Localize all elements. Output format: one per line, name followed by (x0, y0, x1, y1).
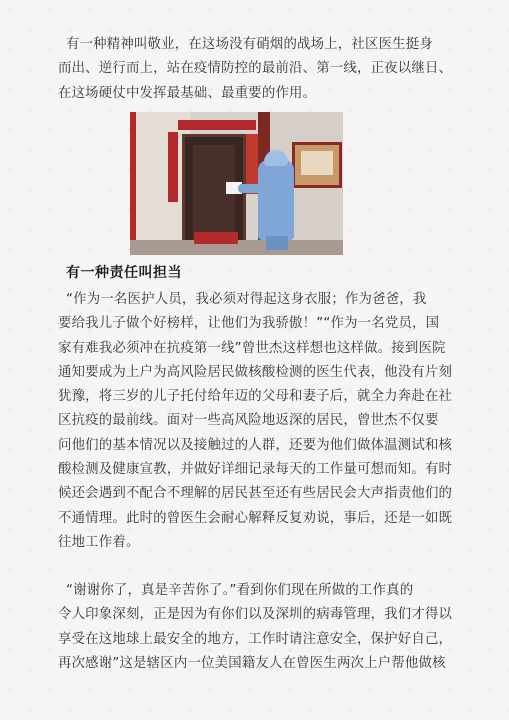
photo-wall-left (130, 112, 190, 255)
text-line: 区抗疫的最前线。面对一些高风险地返深的居民，曾世杰不仅要 (58, 413, 439, 429)
text-line: 而出、逆行而上，站在疫情防控的最前沿、第一线，正夜以继日、 (58, 61, 453, 77)
photo-wall-panel (292, 142, 342, 188)
text-line: 候还会遇到不配合不理解的居民甚至还有些居民会大声指责他们的 (58, 486, 453, 502)
photo-red-strip (130, 112, 136, 255)
text-line: 令人印象深刻，正是因为有你们以及深圳的病毒管理，我们才得以 (58, 607, 453, 623)
paragraph-dedication (58, 33, 480, 106)
text-line: 犹豫，将三岁的儿子托付给年迈的父母和妻子后，就全力奔赴在社 (58, 389, 453, 405)
text-line: 不通情理。此时的曾医生会耐心解释反复劝说，事后，还是一如既 (58, 510, 453, 526)
text-line: 家有难我必须冲在抗疫第一线”曾世杰这样想也这样做。接到医院 (58, 340, 446, 356)
photo-person-protective-suit (258, 160, 294, 240)
photo-person-legs (266, 236, 288, 250)
text-line: 在这场硬仗中发挥最基础、最重要的作用。 (58, 85, 317, 101)
text-line: “作为一名医护人员，我必须对得起这身衣服；作为爸爸，我 (66, 292, 427, 307)
text-line: 要给我儿子做个好榜样，让他们为我骄傲！”“作为一名党员，国 (58, 316, 440, 332)
text-line: 享受在这地球上最安全的地方，工作时请注意安全，保护好自己， (58, 631, 453, 647)
photo-red-couplet-left (168, 132, 178, 202)
section-heading: 有一种责任叫担当 (66, 265, 182, 281)
text-line: “谢谢你了，真是辛苦你了。”看到你们现在所做的工作真的 (66, 583, 414, 598)
paragraph-thanks (58, 579, 480, 676)
photo-door-mat (194, 232, 238, 244)
photo-red-top-banner (178, 120, 256, 130)
doctor-photo (130, 112, 343, 255)
paragraph-responsibility (58, 288, 480, 555)
text-line: 酸检测及健康宣教，并做好详细记录每天的工作量可想而知。有时 (58, 462, 453, 478)
text-line: 通知要成为上户为高风险居民做核酸检测的医生代表，他没有片刻 (58, 364, 453, 380)
text-line: 再次感谢”这是辖区内一位美国籍友人在曾医生两次上户帮他做核 (58, 655, 446, 671)
text-line: 往地工作着。 (58, 534, 140, 550)
text-line: 有一种精神叫敬业，在这场没有硝烟的战场上，社区医生挺身 (66, 37, 433, 52)
text-line: 问他们的基本情况以及接触过的人群，还要为他们做体温测试和核 (58, 437, 453, 453)
